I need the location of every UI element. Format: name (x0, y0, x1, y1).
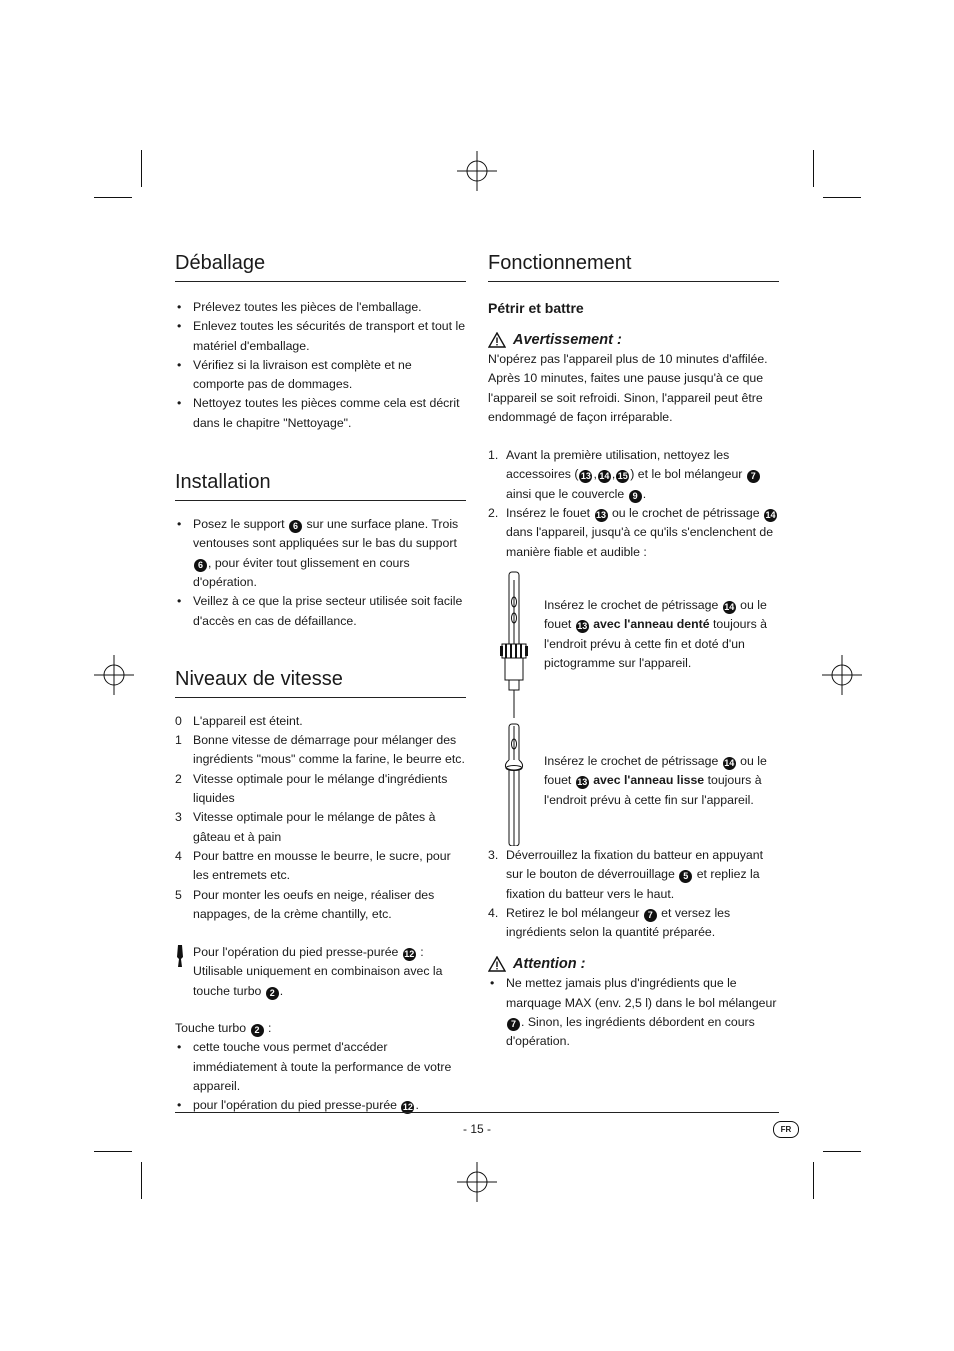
part-number-badge: 13 (580, 471, 591, 482)
part-number-badge: 9 (629, 490, 642, 503)
part-number-badge: 14 (599, 471, 610, 482)
step-item (488, 446, 779, 504)
part-number-badge: 2 (251, 1024, 264, 1037)
speed-number: 4 (175, 848, 182, 863)
text: : (267, 1021, 272, 1036)
part-number-badge: 6 (194, 559, 207, 572)
text: . Sinon, les ingrédients débordent en cours d'opération. (506, 1015, 755, 1049)
crop-mark (823, 1151, 861, 1152)
list-item: • Enlevez toutes les sécurités de transport et tout le matériel d'emballage. (175, 317, 466, 356)
deballage-list (175, 298, 466, 433)
speed-text: Pour monter les oeufs en neige, réaliser des nappages, de la crème chantilly, etc. (193, 887, 435, 921)
step-number: 4. (488, 905, 499, 920)
text: et versez les ingrédients selon la quantité préparée. (506, 905, 731, 940)
section-title-fonctionnement: Fonctionnement (488, 250, 779, 282)
turbo-list (175, 1038, 466, 1115)
section-title-installation: Installation (175, 469, 466, 501)
warning-triangle-icon (488, 332, 506, 348)
page-number: - 15 - (462, 1122, 491, 1136)
speed-number: 5 (175, 887, 182, 902)
part-number-badge: 6 (289, 520, 302, 533)
text: dans l'appareil, jusqu'à ce qu'ils s'enclenchent de manière fiable et audible : (506, 525, 774, 559)
crop-mark (94, 197, 132, 198)
text: , pour éviter tout glissement en cours d'opération. (193, 555, 410, 589)
list-item: • cette touche vous permet d'accéder immédiatement à toute la performance de votre appareil. (175, 1038, 466, 1096)
part-number-badge: 12 (404, 949, 415, 960)
step-number: 3. (488, 847, 499, 862)
step-item (488, 504, 779, 562)
speed-item (175, 731, 466, 770)
speed-number: 1 (175, 733, 182, 748)
attention-title: Attention : (513, 956, 586, 973)
text: ou le fouet (544, 597, 767, 632)
list-item: • Veillez à ce que la prise secteur utilisée soit facile d'accès en cas de défaillance. (175, 592, 466, 631)
part-number-badge: 14 (724, 757, 735, 768)
speed-item (175, 770, 466, 809)
hint-note (175, 943, 466, 1001)
list-item (175, 515, 466, 592)
footer-divider (175, 1112, 779, 1113)
figure-smooth-ring (488, 722, 779, 846)
text: Insérez le crochet de pétrissage (544, 597, 719, 612)
part-number-badge: 13 (577, 777, 588, 788)
list-item: • Vérifiez si la livraison est complète et ne comporte pas de dommages. (175, 356, 466, 395)
subsection-title: Pétrir et battre (488, 300, 584, 316)
part-number-badge: 12 (402, 1102, 413, 1113)
text-bold: avec l'anneau denté (593, 617, 710, 632)
crop-mark (823, 197, 861, 198)
warning-triangle-icon (488, 956, 506, 972)
text: , (593, 467, 597, 482)
text: toujours à l'endroit prévu à cette fin sur l'appareil. (544, 773, 762, 807)
figure-caption (544, 752, 780, 810)
part-number-badge: 7 (507, 1018, 520, 1031)
text: Insérez le crochet de pétrissage (544, 753, 719, 768)
part-number-badge: 15 (617, 471, 628, 482)
speed-item (175, 808, 466, 847)
speed-text: Bonne vitesse de démarrage pour mélanger des ingrédients "mous" comme la farine, le beurre etc. (193, 733, 465, 767)
part-number-badge: 7 (644, 909, 657, 922)
text: Déverrouillez la fixation du batteur en appuyant sur le bouton de déverrouillage (506, 847, 764, 882)
warning-title: Avertissement : (513, 332, 622, 348)
warning-text: N'opérez pas l'appareil plus de 10 minutes d'affilée. Après 10 minutes, faites une pause jusqu'à ce que l'appareil se soit refroidi. Sinon, l'appareil peut être endommagé de façon irréparable. (488, 352, 768, 424)
text: Pour l'opération du pied presse-purée (193, 945, 399, 960)
part-number-badge: 14 (724, 601, 735, 612)
speed-item (175, 847, 466, 886)
text: et repliez la fixation du batteur vers le haut. (506, 867, 760, 901)
text: Touche turbo (175, 1021, 247, 1036)
speed-text: Vitesse optimale pour le mélange d'ingrédients liquides (193, 771, 448, 806)
step-item (488, 846, 779, 904)
attention-list (488, 974, 779, 1051)
part-number-badge: 13 (596, 510, 607, 521)
section-title-vitesse: Niveaux de vitesse (175, 666, 466, 698)
steps-list (488, 446, 779, 562)
right-column (488, 250, 779, 1052)
speed-text: Pour battre en mousse le beurre, le sucre, pour les entremets etc. (193, 848, 451, 883)
speed-list (175, 712, 466, 924)
list-item (488, 974, 779, 1051)
step-number: 2. (488, 506, 499, 521)
language-badge: FR (773, 1121, 799, 1138)
text: pour l'opération du pied presse-purée (193, 1098, 398, 1113)
steps-list-continued (488, 846, 779, 942)
text: Avant la première utilisation, nettoyez les accessoires ( (506, 448, 730, 482)
text: ) et le bol mélangeur (630, 467, 743, 482)
text: Posez le support (193, 517, 285, 532)
text: ainsi que le couvercle (506, 486, 625, 501)
registration-mark-icon (94, 655, 134, 695)
speed-number: 2 (175, 771, 182, 786)
part-number-badge: 7 (747, 470, 760, 483)
text: . (279, 983, 284, 998)
text: : Utilisable uniquement en combinaison avec la touche turbo (193, 945, 443, 998)
crop-mark (141, 150, 142, 187)
installation-list (175, 515, 466, 631)
speed-item (175, 886, 466, 925)
text: Insérez le fouet (506, 506, 591, 521)
speed-item (175, 712, 466, 731)
list-item: • Nettoyez toutes les pièces comme cela est décrit dans le chapitre "Nettoyage". (175, 394, 466, 433)
registration-mark-icon (457, 151, 497, 191)
text: Ne mettez jamais plus d'ingrédients que le marquage MAX (env. 2,5 l) dans le bol mélangeur (506, 976, 777, 1010)
figure-caption (544, 596, 780, 673)
speed-number: 0 (175, 713, 182, 728)
figure-toothed-ring (488, 570, 779, 718)
registration-mark-icon (457, 1162, 497, 1202)
text: . (642, 486, 647, 501)
toothed-ring-beater-icon (494, 570, 534, 718)
crop-mark (813, 1162, 814, 1199)
text: , (611, 467, 616, 482)
speed-text: Vitesse optimale pour le mélange de pâtes à gâteau et à pain (193, 810, 436, 844)
text: ou le fouet (544, 753, 767, 788)
attention-heading (488, 954, 779, 974)
hint-pen-icon (175, 945, 185, 967)
part-number-badge: 13 (577, 621, 588, 632)
smooth-ring-beater-icon (494, 722, 534, 846)
part-number-badge: 2 (266, 987, 279, 1000)
part-number-badge: 14 (765, 510, 776, 521)
speed-text: L'appareil est éteint. (193, 713, 303, 728)
crop-mark (94, 1151, 132, 1152)
crop-mark (141, 1162, 142, 1199)
list-item: • Prélevez toutes les pièces de l'emballage. (175, 298, 466, 317)
text: sur une surface plane. Trois ventouses sont appliquées sur le bas du support (193, 517, 459, 551)
left-column (175, 250, 466, 1116)
warning-heading (488, 330, 779, 350)
text: . (415, 1098, 419, 1113)
step-item (488, 904, 779, 943)
registration-mark-icon (822, 655, 862, 695)
part-number-badge: 5 (679, 870, 692, 883)
text: toujours à l'endroit prévu à cette fin et doté d'un pictogramme sur l'appareil. (544, 617, 768, 670)
crop-mark (813, 150, 814, 187)
text-bold: avec l'anneau lisse (593, 773, 705, 788)
section-title-deballage: Déballage (175, 250, 466, 282)
turbo-label (175, 1019, 466, 1038)
text: ou le crochet de pétrissage (611, 506, 760, 521)
step-number: 1. (488, 448, 499, 463)
text: Retirez le bol mélangeur (506, 905, 640, 920)
speed-number: 3 (175, 810, 182, 825)
